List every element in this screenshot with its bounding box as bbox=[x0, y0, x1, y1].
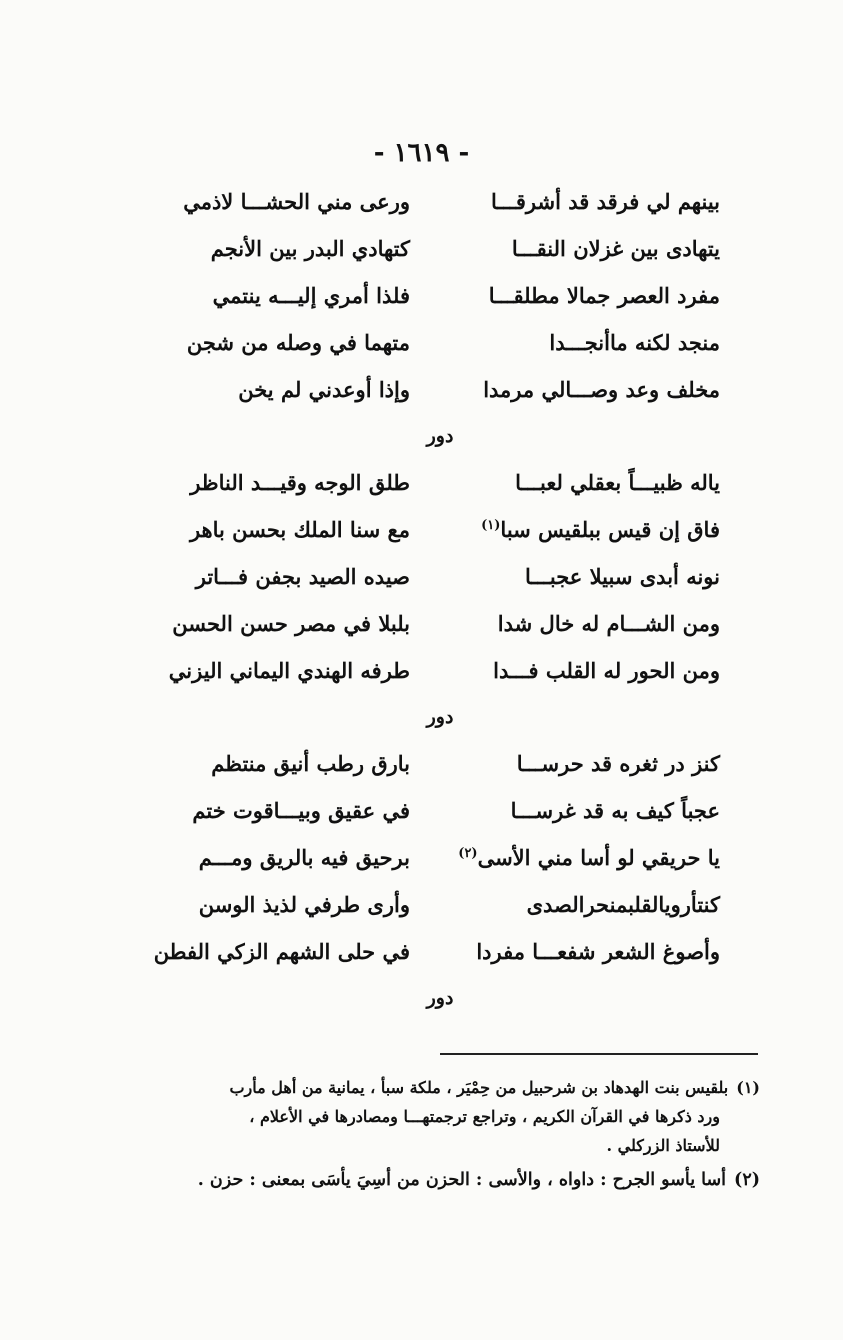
footnote bbox=[110, 1073, 760, 1160]
second-hemistich: متهما في وصله من شجن bbox=[186, 330, 410, 355]
first-hemistich: بينهم لي فرقد قد أشرقـــا bbox=[491, 189, 720, 214]
verse-line bbox=[140, 787, 720, 834]
footnote-line bbox=[110, 1166, 760, 1195]
footnote-text: أسا يأسو الجرح : داواه ، والأسى : الحزن من أسِيَ يأسَى بمعنى : حزن . bbox=[197, 1170, 727, 1190]
first-hemistich: ومن الشـــام له خال شدا bbox=[497, 611, 720, 636]
footnote-reference: (١) bbox=[481, 518, 501, 533]
second-hemistich: بارق رطب أنيق منتظم bbox=[211, 751, 410, 776]
stanza-separator: دور bbox=[426, 425, 454, 447]
second-hemistich: فلذا أمري إليـــه ينتمي bbox=[212, 283, 410, 308]
second-hemistich: صيده الصيد بجفن فـــاتر bbox=[195, 564, 410, 589]
verse-line bbox=[140, 459, 720, 506]
first-hemistich: يتهادى بين غزلان النقـــا bbox=[511, 236, 720, 261]
verse-line bbox=[140, 272, 720, 319]
first-hemistich: مخلف وعد وصـــالي مرمدا bbox=[483, 377, 720, 402]
footnote bbox=[110, 1166, 760, 1195]
second-hemistich: مع سنا الملك بحسن باهر bbox=[189, 517, 410, 542]
second-hemistich: كتهادي البدر بين الأنجم bbox=[210, 236, 410, 261]
stanza-separator: دور bbox=[426, 706, 454, 728]
verse-line bbox=[140, 178, 720, 225]
verse-line bbox=[140, 740, 720, 787]
first-hemistich: مفرد العصر جمالا مطلقـــا bbox=[488, 283, 720, 308]
stanza bbox=[140, 178, 720, 459]
first-hemistich bbox=[450, 845, 720, 870]
stanza bbox=[140, 459, 720, 740]
page-number: - ١٦١٩ - bbox=[373, 138, 470, 168]
footnote-number: (٢) bbox=[734, 1170, 760, 1190]
first-hemistich: ومن الحور له القلب فـــدا bbox=[493, 658, 720, 683]
second-hemistich: طرفه الهندي اليماني اليزني bbox=[168, 658, 410, 683]
footnote-reference: (٢) bbox=[458, 846, 478, 861]
second-hemistich: بلبلا في مصر حسن الحسن bbox=[172, 611, 410, 636]
first-hemistich: كنز در ثغره قد حرســـا bbox=[516, 751, 720, 776]
footnote-number: (١) bbox=[736, 1078, 760, 1097]
hemistich-text: فاق إن قيس ببلقيس سبا bbox=[500, 517, 720, 542]
first-hemistich: عجباً كيف به قد غرســـا bbox=[510, 798, 720, 823]
verse-line bbox=[140, 881, 720, 928]
verse-line bbox=[140, 834, 720, 881]
first-hemistich: كنتأرويالقلبمنحرالصدى bbox=[526, 892, 720, 917]
second-hemistich: في عقيق وبيـــاقوت ختم bbox=[192, 798, 410, 823]
stanza-separator: دور bbox=[426, 987, 454, 1009]
verse-line bbox=[140, 647, 720, 694]
second-hemistich: وأرى طرفي لذيذ الوسن bbox=[198, 892, 410, 917]
poem bbox=[140, 178, 720, 1021]
footnote-line bbox=[110, 1073, 760, 1102]
verse-line bbox=[140, 319, 720, 366]
footnotes bbox=[110, 1073, 760, 1201]
verse-line bbox=[140, 600, 720, 647]
first-hemistich: منجد لكنه ماأنجـــدا bbox=[549, 330, 720, 355]
verse-line bbox=[140, 553, 720, 600]
footnote-text: بلقيس بنت الهدهاد بن شرحبيل من حِمْيَر ، ملكة سبأ ، يمانية من أهل مأرب bbox=[229, 1078, 729, 1097]
second-hemistich: طلق الوجه وقيـــد الناظر bbox=[190, 470, 410, 495]
second-hemistich: ورعى مني الحشـــا لاذمي bbox=[183, 189, 410, 214]
first-hemistich: وأصوغ الشعر شفعـــا مفردا bbox=[476, 939, 720, 964]
first-hemistich: ياله ظبيـــاً بعقلي لعبـــا bbox=[515, 470, 720, 495]
second-hemistich: في حلى الشهم الزكي الفطن bbox=[153, 939, 410, 964]
first-hemistich: نونه أبدى سبيلا عجبـــا bbox=[525, 564, 720, 589]
verse-line bbox=[140, 506, 720, 553]
second-hemistich: برحيق فيه بالريق ومـــم bbox=[198, 845, 410, 870]
second-hemistich: وإذا أوعدني لم يخن bbox=[238, 377, 410, 402]
verse-line bbox=[140, 366, 720, 413]
verse-line bbox=[140, 225, 720, 272]
stanza bbox=[140, 740, 720, 1021]
footnote-line: ورد ذكرها في القرآن الكريم ، وتراجع ترجمتهـــا ومصادرها في الأعلام ، bbox=[249, 1107, 720, 1126]
footnote-line: للأستاذ الزركلي . bbox=[606, 1136, 720, 1155]
footnote-divider bbox=[440, 1053, 758, 1055]
verse-line bbox=[140, 928, 720, 975]
hemistich-text: يا حريقي لو أسا مني الأسى bbox=[477, 845, 720, 870]
first-hemistich bbox=[450, 517, 720, 542]
